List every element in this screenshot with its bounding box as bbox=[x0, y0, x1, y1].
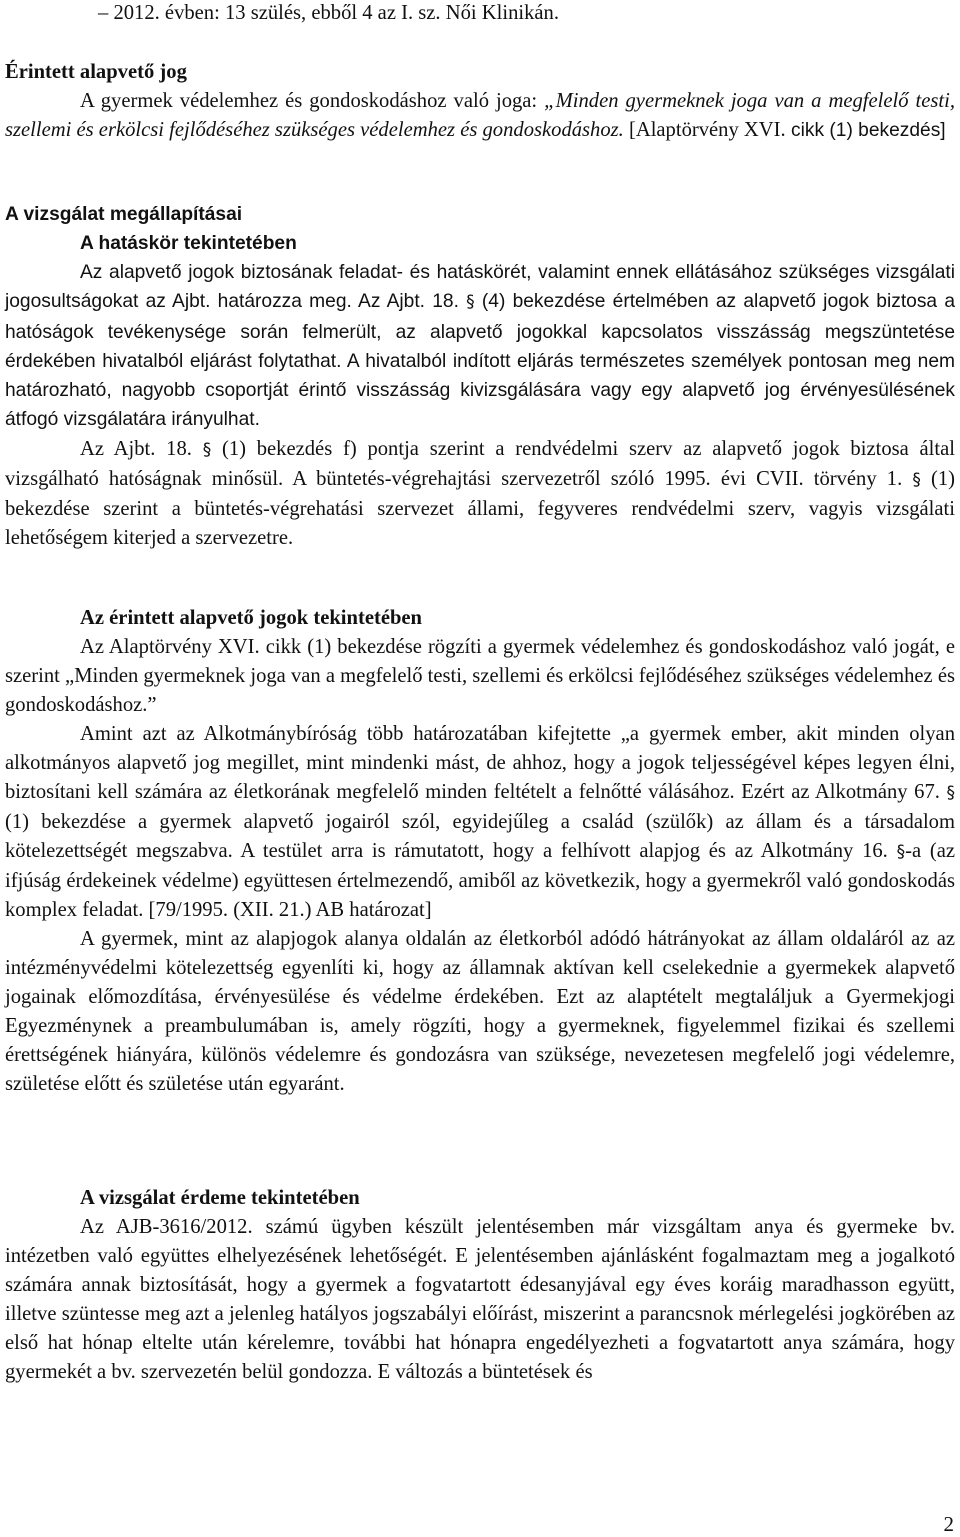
section-merits bbox=[5, 1184, 955, 1387]
section-affected-rights bbox=[5, 604, 955, 1099]
subsection-heading: A hatáskör tekintetében bbox=[80, 233, 297, 254]
paragraph: Az AJB-3616/2012. számú ügyben készült jelentésemben már vizsgáltam anya és gyermeke bv. intézetben való együttes elhelyezésének lehetőségét. E jelentésemben ajánlásként fogalmaztam meg a jogalkotó számára annak biztosítását, hogy a gyermek a fogvatartott édesanyjával egy éves koráig maradhasson együtt, illetve szüntesse meg azt a jelenleg hatályos jogszabályi előírást, miszerint a parancsnok mérlegelési jogkörében az első hat hónap eltelte után kérelemre, további hat hónapra engedélyezheti a fogvatartott anya számára, hogy gyermekét a bv. szervezetén belül gondozza. E változás a büntetések és bbox=[5, 1216, 955, 1383]
subsection-heading: Az érintett alapvető jogok tekintetében bbox=[80, 607, 423, 629]
paragraph: Az alapvető jogok biztosának feladat- és hatáskörét, valamint ennek ellátásához szükséges vizsgálati jogosultságokat az Ajbt. határozza meg. Az Ajbt. 18. § (4) bekezdése értelmében az alapvető jogok biztosa a hatóságok tevékenysége során felmerült, az alapvető jogokkal kapcsolatos visszásság megszüntetése érdekében hivatalból eljárást folytathat. A hivatalból indított eljárás természetes személyek pontosan meg nem határozható, nagyobb csoportját érintő visszásság kivizsgálására vagy egy alapvető jog érvényesülésének átfogó vizsgálatára irányulhat. bbox=[5, 262, 955, 431]
top-list-item: – 2012. évben: 13 szülés, ebből 4 az I. sz. Női Klinikán. bbox=[98, 2, 559, 24]
section-heading: Érintett alapvető jog bbox=[5, 61, 187, 83]
paragraph: A gyermek, mint az alapjogok alanya oldalán az életkorból adódó hátrányokat az állam oldaláról az az intézményvédelmi kötelezettség egyenlíti ki, hogy az államnak aktívan kell cselekednie a gyermekek alapvető jogainak előmozdítása, érvényesülése és védelme érdekében. Ezt az alaptételt megtaláljuk a Gyermekjogi Egyezménynek a preambulumában is, amely rögzíti, hogy a gyermeknek, figyelemmel fizikai és szellemi érettségének hiányára, különös védelemre és gondozásra van szüksége, nevezetesen megfelelő jogi védelemre, születése előtt és születése után egyaránt. bbox=[5, 928, 955, 1095]
page-number: 2 bbox=[943, 1512, 954, 1536]
paragraph: Az Alaptörvény XVI. cikk (1) bekezdése rögzíti a gyermek védelemhez és gondoskodáshoz való jogát, e szerint „Minden gyermeknek joga van a megfelelő testi, szellemi és erkölcsi fejlődéséhez szükséges védelemhez és gondoskodáshoz.” bbox=[5, 636, 955, 716]
subsection-heading: A vizsgálat érdeme tekintetében bbox=[80, 1187, 360, 1209]
section-findings bbox=[5, 200, 955, 553]
section-affected-right bbox=[5, 58, 955, 145]
paragraph: Amint azt az Alkotmánybíróság több határozatában kifejtette „a gyermek ember, akit minden olyan alkotmányos alapvető jog megillet, mint mindenki mást, de ahhoz, hogy a jogok teljességével képes legyen élni, biztosítani kell számára az életkorának megfelelő minden feltételt a felnőtté válásához. Ezért az Alkotmány 67. § (1) bekezdése a gyermek alapvető jogairól szól, egyidejűleg a család (szülők) az állam és a társadalom kötelezettségét megszabva. A testület arra is rámutatott, hogy a felhívott alapjog és az Alkotmány 16. §-a (az ifjúság érdekeinek védelme) együttesen értelmezendő, amiből az következik, hogy a gyermekről való gondoskodás komplex feladat. [79/1995. (XII. 21.) AB határozat] bbox=[5, 723, 956, 921]
paragraph: A gyermek védelemhez és gondoskodáshoz való joga: „Minden gyermeknek joga van a megfelelő testi, szellemi és erkölcsi fejlődéséhez szükséges védelemhez és gondoskodáshoz. [Alaptörvény XVI. cikk (1) bekezdés] bbox=[5, 90, 955, 141]
paragraph: Az Ajbt. 18. § (1) bekezdés f) pontja szerint a rendvédelmi szerv az alapvető jogok biztosa által vizsgálható hatóságnak minősül. A büntetés-végrehajtási szervezetről szóló 1995. évi CVII. törvény 1. § (1) bekezdése szerint a büntetés-végrehatási szervezet állami, fegyveres rendvédelmi szerv, vagyis vizsgálati lehetőségem kiterjed a szervezetre. bbox=[5, 437, 956, 549]
section-heading: A vizsgálat megállapításai bbox=[5, 204, 243, 225]
